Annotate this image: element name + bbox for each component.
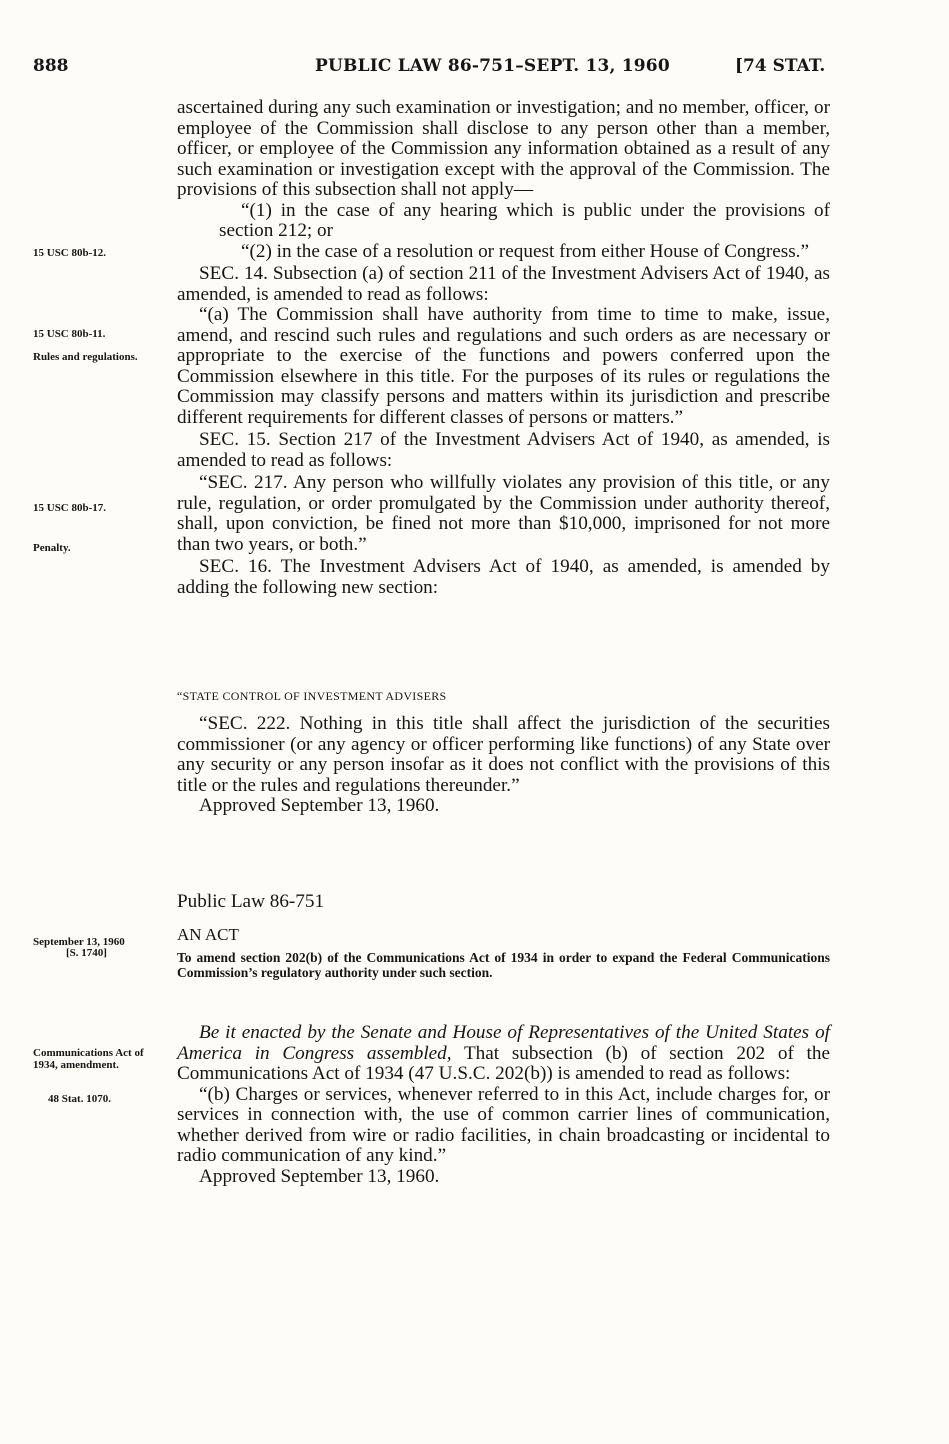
section-16: SEC. 16. The Investment Advisers Act of 1940, as amended, is amended by adding the following new section: xyxy=(177,556,830,598)
margin-note-usc-80b-12: 15 USC 80b-12. xyxy=(33,247,107,259)
margin-note-usc-80b-17: 15 USC 80b-17. xyxy=(33,502,107,514)
an-act-heading: AN ACT xyxy=(177,925,239,944)
paragraph-continuation: ascertained during any such examination or investigation; and no member, officer, or employee of the Commission shall disclose to any person other than a member, officer, or employee of the Commission any information obtained as a result of any such examination or investigation except with the approval of the Commission. The provisions of this subsection shall not apply— xyxy=(177,97,830,200)
section-222-block xyxy=(177,714,830,817)
act-heading-block xyxy=(177,925,830,946)
margin-note-bill: [S. 1740] xyxy=(66,947,107,959)
clause-2: “(2) in the case of a resolution or request from either House of Congress.” xyxy=(241,240,809,262)
margin-note-communications-act: Communications Act of 1934, amendment. xyxy=(33,1047,144,1071)
enacting-block xyxy=(177,1023,830,1187)
clause-1: “(1) in the case of any hearing which is public under the provisions of section 212; or xyxy=(219,199,830,241)
margin-note-rules: Rules and regulations. xyxy=(33,351,138,363)
section-14: SEC. 14. Subsection (a) of section 211 of the Investment Advisers Act of 1940, as amended, is amended to read as follows: xyxy=(177,263,830,305)
margin-note-penalty: Penalty. xyxy=(33,542,71,554)
subsection-b: “(b) Charges or services, whenever referred to in this Act, include charges for, or services in connection with, the use of common carrier lines of communication, whether derived from wire or radio facilities, in chain broadcasting or incidental to radio communication of any kind.” xyxy=(177,1083,830,1166)
section-15: SEC. 15. Section 217 of the Investment Advisers Act of 1940, as amended, is amended to read as follows: xyxy=(177,429,830,471)
section-217: “SEC. 217. Any person who willfully violates any provision of this title, or any rule, regulation, or order promulgated by the Commission under authority thereof, shall, upon conviction, be fined not more than $10,000, imprisoned for not more than two years, or both.” xyxy=(177,472,830,555)
main-text-block xyxy=(177,98,830,598)
margin-note-stat: 48 Stat. 1070. xyxy=(48,1093,111,1105)
public-law-block xyxy=(177,892,830,913)
public-law-number: Public Law 86-751 xyxy=(177,891,325,912)
running-header-title: PUBLIC LAW 86-751–SEPT. 13, 1960 xyxy=(315,56,670,76)
section-14-subsection-a: “(a) The Commission shall have authority from time to time to make, issue, amend, and rescind such rules and regulations and such orders as are necessary or appropriate to the exercise of the functions and powers conferred upon the Commission elsewhere in this title. For the purposes of its rules or regulations the Commission may classify persons and matters within its jurisdiction and prescribe different requirements for different classes of persons or matters.” xyxy=(177,304,830,428)
enacting-clause-italic: Be it enacted by the Senate and House of Representatives of the United States of America in Congress assembled, xyxy=(177,1022,830,1064)
section-222: “SEC. 222. Nothing in this title shall affect the jurisdiction of the securities commissioner (or any agency or officer performing like functions) of any State over any security or any person insofar as it does not conflict with the provisions of this title or the rules and regulations thereunder.” xyxy=(177,713,830,796)
act-description-block xyxy=(177,950,830,980)
approved-date-2: Approved September 13, 1960. xyxy=(199,1165,440,1187)
enacting-clause xyxy=(177,1023,830,1085)
statute-reference: [74 STAT. xyxy=(735,56,826,76)
page-number: 888 xyxy=(33,56,69,76)
margin-note-date: September 13, 1960 xyxy=(33,936,125,948)
margin-note-usc-80b-11: 15 USC 80b-11. xyxy=(33,328,106,340)
act-description: To amend section 202(b) of the Communications Act of 1934 in order to expand the Federal Communications Commission’s regulatory authority under such section. xyxy=(177,950,830,980)
state-control-heading: “STATE CONTROL OF INVESTMENT ADVISERS xyxy=(177,689,447,703)
approved-date-1: Approved September 13, 1960. xyxy=(199,795,440,816)
enacting-clause-text: That subsection (b) of section 202 of the Communications Act of 1934 (47 U.S.C. 202(b)) is amended to read as follows: xyxy=(177,1042,830,1084)
state-control-heading-block xyxy=(177,686,830,707)
